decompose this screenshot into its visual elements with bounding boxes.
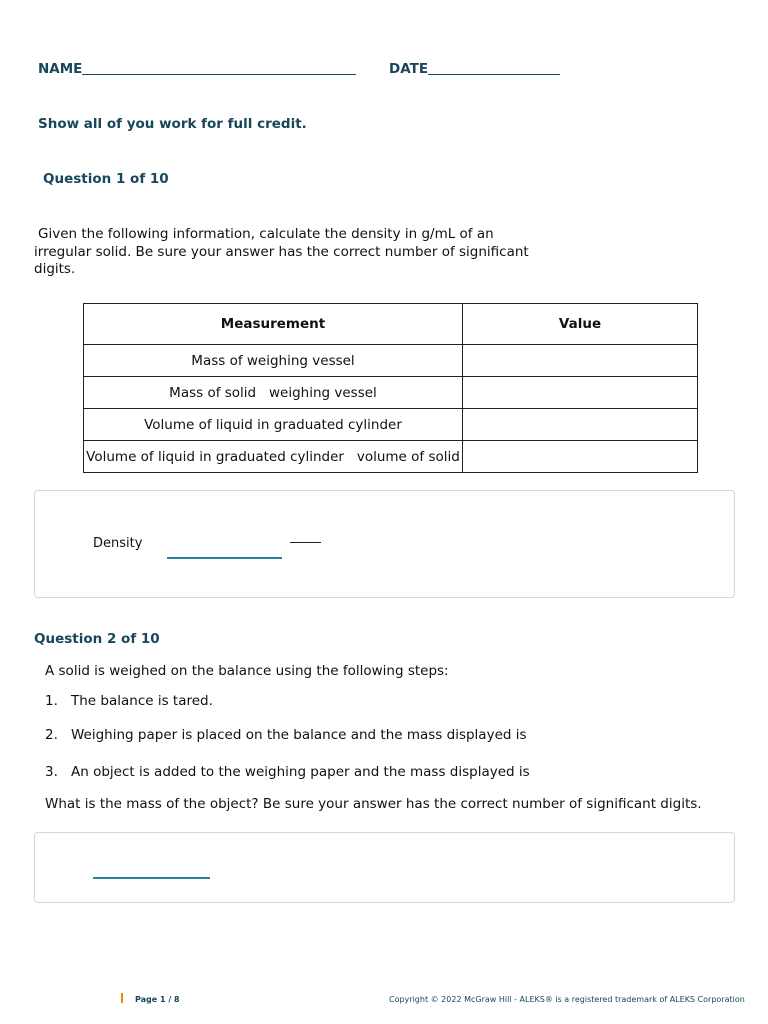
step-number: 3.	[45, 764, 58, 780]
page-marker-icon	[121, 993, 123, 1003]
measurement-cell: Mass of weighing vessel	[84, 345, 463, 377]
table-header-row	[84, 304, 698, 345]
name-field	[38, 60, 356, 77]
density-label: Density	[93, 536, 143, 551]
question-1-prompt	[34, 226, 529, 279]
measurement-cell: Volume of liquid in graduated cylinder volume of solid	[84, 441, 463, 473]
question-2-intro: A solid is weighed on the balance using the following steps:	[45, 663, 449, 679]
value-cell	[463, 441, 698, 473]
prompt-line: Given the following information, calculate the density in g/mL of an	[38, 226, 494, 242]
column-header-measurement: Measurement	[84, 304, 463, 345]
date-field	[389, 60, 560, 77]
table-row	[84, 377, 698, 409]
measurement-cell: Mass of solid weighing vessel	[84, 377, 463, 409]
step-text: An object is added to the weighing paper and the mass displayed is	[71, 764, 530, 780]
step-text: The balance is tared.	[71, 693, 213, 709]
name-label: NAME	[38, 61, 83, 77]
copyright-text: Copyright © 2022 McGraw Hill - ALEKS® is a registered trademark of ALEKS Corporation	[389, 995, 745, 1004]
table-row	[84, 441, 698, 473]
question-1-answer-box	[34, 490, 735, 598]
fraction-bar	[290, 542, 321, 543]
value-cell	[463, 377, 698, 409]
question-2-prompt: What is the mass of the object? Be sure your answer has the correct number of significant digits.	[45, 796, 702, 812]
step-number: 2.	[45, 727, 58, 743]
question-1-title: Question 1 of 10	[43, 171, 169, 187]
name-blank-line[interactable]	[82, 60, 356, 75]
question-2-answer-box	[34, 832, 735, 903]
value-cell	[463, 409, 698, 441]
page-number: Page 1 / 8	[135, 995, 180, 1004]
date-label: DATE	[389, 61, 429, 77]
measurement-cell: Volume of liquid in graduated cylinder	[84, 409, 463, 441]
prompt-line: irregular solid. Be sure your answer has the correct number of significant	[34, 243, 529, 260]
question-2-title: Question 2 of 10	[34, 631, 160, 647]
column-header-value: Value	[463, 304, 698, 345]
measurement-table	[83, 303, 698, 473]
prompt-line: digits.	[34, 261, 76, 277]
list-item	[45, 693, 213, 709]
density-answer-input[interactable]	[167, 557, 282, 559]
value-cell	[463, 345, 698, 377]
instruction-text: Show all of you work for full credit.	[38, 116, 307, 132]
mass-answer-input[interactable]	[93, 877, 210, 879]
table-row	[84, 345, 698, 377]
step-number: 1.	[45, 693, 58, 709]
date-blank-line[interactable]	[428, 60, 560, 75]
step-text: Weighing paper is placed on the balance and the mass displayed is	[71, 727, 527, 743]
list-item	[45, 727, 527, 743]
table-row	[84, 409, 698, 441]
list-item	[45, 764, 530, 780]
